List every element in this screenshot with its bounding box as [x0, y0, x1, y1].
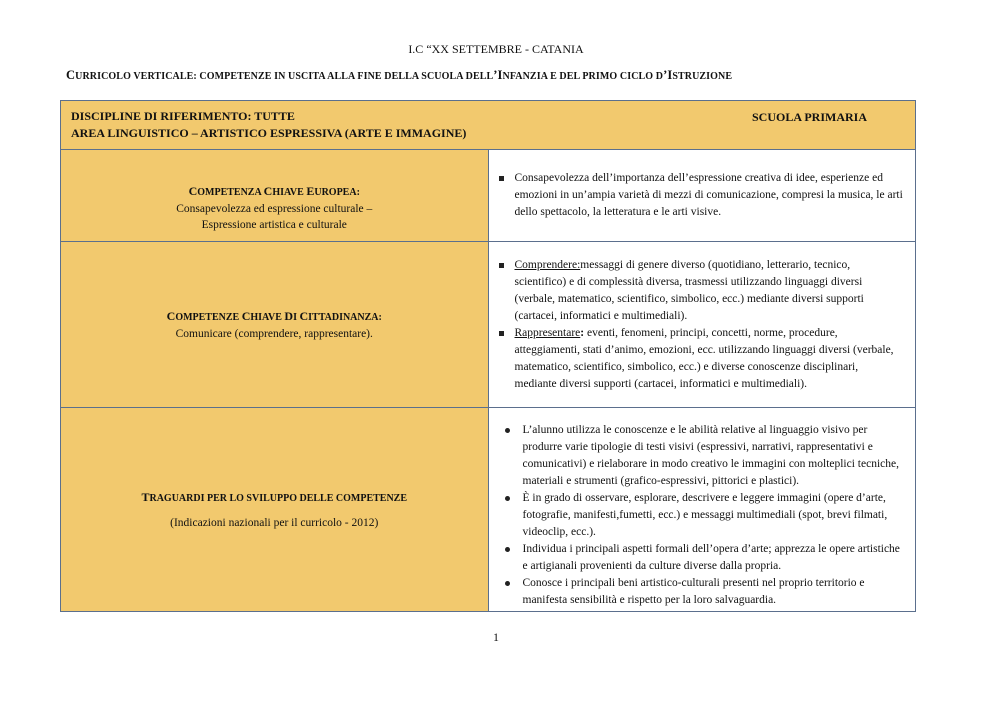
list-item: Consapevolezza dell’importanza dell’espressione creativa di idee, esperienze ed emozioni in un’ampia varietà di mezzi di comunicazione, compresi la musica, le arti dello spettacolo, la letteratura e le arti visive. [497, 170, 904, 221]
list-item: Rappresentare: eventi, fenomeni, principi, concetti, norme, procedure, atteggiamenti, stati d’animo, emozioni, ecc. utilizzando linguaggi diversi (verbale, matematico, scientifico, simbolico, ecc.) e diverse conoscenze disciplinari, mediante diversi supporti (cartacei, informatici e multimediali). [497, 325, 904, 393]
list-item: Individua i principali aspetti formali dell’opera d’arte; apprezza le opere artistiche e artigianali provenienti da culture diverse dalla propria. [497, 541, 904, 575]
row-title: COMPETENZA CHIAVE EUROPEA: [188, 183, 360, 198]
row-title: COMPETENZE CHIAVE DI CITTADINANZA: [166, 308, 382, 323]
table-header [61, 101, 916, 150]
row-title: TRAGUARDI PER LO SVILUPPO DELLE COMPETENZE [141, 489, 408, 504]
curriculum-table [60, 100, 916, 612]
list-item: Comprendere:messaggi di genere diverso (quotidiano, letterario, tecnico, scientifico) e di complessità diversa, trasmessi utilizzando linguaggi diversi (verbale, matematico, scientifico, simbolico, ecc.) mediante diversi supporti (cartacei, informatici e multimediali). [497, 257, 904, 325]
list-item: Conosce i principali beni artistico-culturali presenti nel proprio territorio e manifesta sensibilità e rispetto per la loro salvaguardia. [497, 575, 904, 609]
row-subtitle-line: Espressione artistica e culturale [201, 218, 347, 231]
school-level: SCUOLA PRIMARIA [751, 110, 867, 124]
page-number: 1 [493, 630, 499, 644]
table-row [61, 408, 916, 612]
row-content [488, 408, 916, 612]
row-content [488, 242, 916, 408]
document-title: CURRICOLO VERTICALE: COMPETENZE IN USCITA ALLA FINE DELLA SCUOLA DELL’INFANZIA E DEL PRIMO CICLO D’ISTRUZIONE [66, 68, 733, 82]
row-label [61, 408, 489, 612]
row-subtitle-line: (Indicazioni nazionali per il curricolo - 2012) [170, 516, 379, 529]
row-label [61, 150, 489, 242]
disciplines-line: DISCIPLINE DI RIFERIMENTO: TUTTE [71, 109, 295, 123]
row-subtitle-line: Comunicare (comprendere, rappresentare). [175, 327, 373, 340]
row-label [61, 242, 489, 408]
list-item: È in grado di osservare, esplorare, descrivere e leggere immagini (opere d’arte, fotografie, manifesti,fumetti, ecc.) e messaggi multimediali (spot, brevi filmati, videoclip, ecc.). [497, 490, 904, 541]
table-row [61, 150, 916, 242]
row-subtitle-line: Consapevolezza ed espressione culturale – [176, 202, 373, 215]
school-header: I.C “XX SETTEMBRE - CATANIA [408, 42, 584, 56]
table-row [61, 242, 916, 408]
area-line: AREA LINGUISTICO – ARTISTICO ESPRESSIVA (ARTE E IMMAGINE) [71, 126, 467, 140]
row-content [488, 150, 916, 242]
list-item: L’alunno utilizza le conoscenze e le abilità relative al linguaggio visivo per produrre varie tipologie di testi visivi (espressivi, narrativi, rappresentativi e comunicativi) e rielaborare in modo creativo le immagini con molteplici tecniche, materiali e strumenti (grafico-espressivi, pittorici e plastici). [497, 422, 904, 490]
